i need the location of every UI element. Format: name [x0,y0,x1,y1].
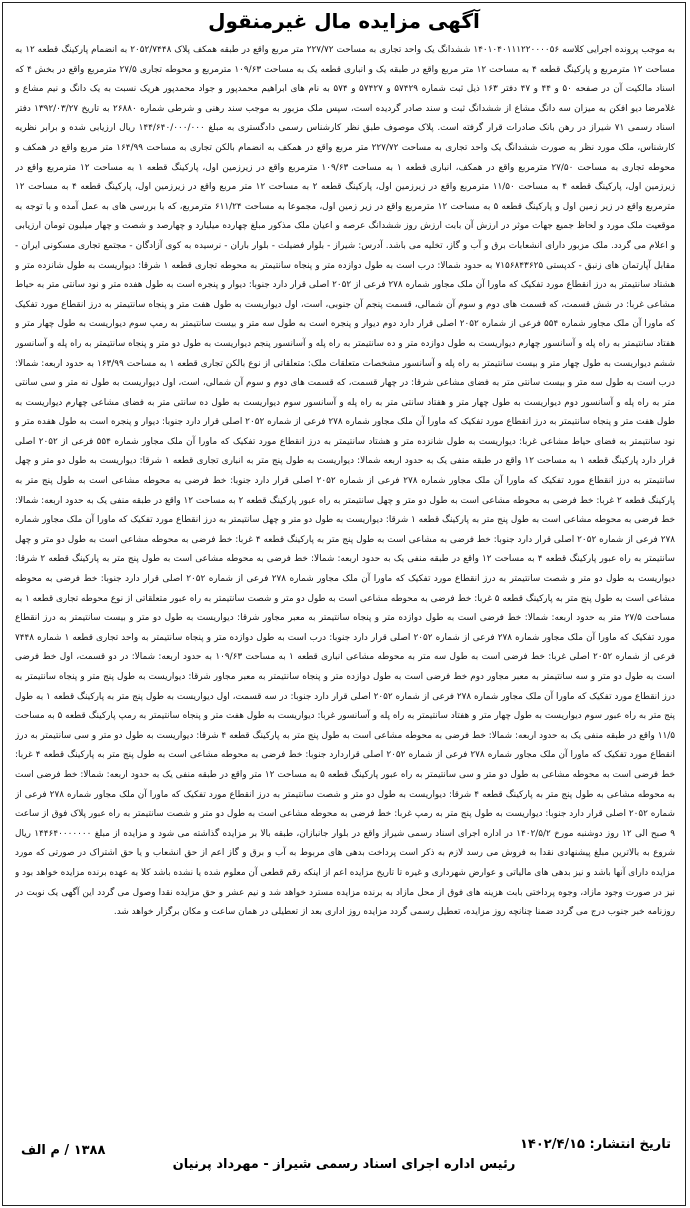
notice-body: به موجب پرونده اجرایی کلاسه ۱۴۰۱۰۴۰۱۱۱۲۲۰۰۰۰۵۶ ششدانگ یک واحد تجاری به مساحت ۲۲۷/۷۲ متر مربع واقع در طبقه همکف پلاک ۲۰۵۲/۷۴۴۸ به انضمام پارکینگ قطعه ۱۲ به مساحت ۱۲ مترمربع و پارکینگ قطعه ۴ به مساحت ۱۲ متر مربع واقع در طبقه یک و انباری قطعه یک به مساحت ۱۰۹/۶۳ مترمربع و محوطه تجاری ۲۷/۵ مترمربع واقع در بخش ۴ که اسناد مالکیت آن در صفحه ۵۰ و ۴۴ و ۴۷ دفتر ۱۶۳ ذیل ثبت شماره ۵۷۴۲۹ و ۵۷۴۲۷ و ۵۷۴ به نام های ابراهیم محمدپور و جواد محمدپور هریک نسبت به یک دانگ و نیم مشاع و غلامرضا دیو افکن به میزان سه دانگ مشاع از ششدانگ ثبت و سند صادر گردیده است، سپس ملک مزبور به موجب سند رهنی و شرطی شماره ۲۶۸۸۰ به تاریخ ۱۳۹۲/۰۳/۲۷ دفتر اسناد رسمی ۷۱ شیراز در رهن بانک صادرات قرار گرفته است. پلاک موصوف طبق نظر کارشناس رسمی دادگستری به مبلغ ۱۴۴/۶۴۰/۰۰۰/۰۰۰ ریال ارزیابی شده و برابر نظریه کارشناس، ملک مورد نظر به صورت ششدانگ یک واحد تجاری به مساحت ۲۲۷/۷۲ متر مربع واقع در همکف به انضمام بالکن تجاری به مساحت ۱۶۴/۹۹ متر مربع واقع در همکف و محوطه تجاری به مساحت ۲۷/۵۰ مترمربع واقع در همکف، انباری قطعه ۱ به مساحت ۱۰۹/۶۳ مترمربع واقع در زیرزمین اول، پارکینگ قطعه ۱ به مساحت ۱۲ مترمربع واقع در زیرزمین اول، پارکینگ قطعه ۴ به مساحت ۱۱/۵۰ مترمربع واقع در زیرزمین اول، پارکینگ قطعه ۲ به مساحت ۱۲ متر مربع واقع در زیرزمین اول، پارکینگ قطعه ۴ به مساحت ۱۲ مترمربع واقع در زیر زمین اول و پارکینگ قطعه ۵ به مساحت ۱۲ مترمربع واقع در زیر زمین اول، مجموعا به مساحت ۶۱۱/۲۴ مترمربع، که با بررسی های به عمل آمده و با توجه به موقعیت ملک مورد و لحاظ جمیع جهات موثر در ارزش آن بابت ارزش روز ششدانگ عرصه و اعیان ملک مذکور مبلغ چهارده میلیارد و چهارصد و شصت و چهار میلیون تومان ارزیابی و اعلام می گردد. ملک مزبور دارای انشعابات برق و آب و گاز، تخلیه می باشد. آدرس: شیراز - بلوار فضیلت - بلوار باران - نرسیده به کوی آزادگان - مجتمع تجاری مسکونی ایران - مقابل آپارتمان های زنبق - کدپستی ۷۱۵۶۸۴۳۶۲۵ به حدود شمالا: درب است به طول دوازده متر و پنجاه سانتیمتر به محوطه تجاری قطعه ۱ شرقا: دیواریست به طول شانزده متر و هشتاد سانتیمتر به درز انقطاع مورد تفکیک که ماورا آن ملک مجاور شماره ۲۷۸ فرعی از ۲۰۵۲ اصلی قرار دارد جنوبا: دیوار و پنجره است به طول هفده متر و نود سانتی متر به حیاط مشاعی غربا: در شش قسمت، که قسمت های دوم و سوم آن شمالی، قسمت پنجم آن جنوبی، است، اول دیواریست به طول هفت متر و پنجاه سانتیمتر به درز انقطاع مورد تفکیک که ماورا آن ملک مجاور شماره ۵۵۴ فرعی از شماره ۲۰۵۲ اصلی قرار دارد دوم دیوار و پنجره است به طول سه متر و بیست سانتیمتر به رمپ سوم دیواریست به طول چهار متر و هفتاد سانتیمتر به راه پله و آسانسور چهارم دیواریست به طول دوازده متر و ده سانتیمتر به راه پله و آسانسور پنجم دیواریست به طول دو متر و پنجاه سانتیمتر به راه پله و آسانسور ششم دیواریست به طول چهار متر و بیست سانتیمتر به راه پله و آسانسور مشخصات متعلقات ملک: متعلقاتی از نوع بالکن تجاری قطعه ۱ به مساحت ۱۶۳/۹۹ به حدود اربعه: شمالا: درب است به طول سه متر و بیست سانتی متر به فضای مشاعی شرقا: در چهار قسمت، که قسمت های دوم و سوم آن شمالی، است، اول دیواریست به طول نه متر و سی سانتی متر به راه پله و آسانسور دوم دیواریست به طول چهار متر و هفتاد سانتی متر به راه پله و آسانسور سوم دیواریست به طول ده سانتی متر به فضای مشاعی چهارم دیواریست به طول هفت متر و پنجاه سانتیمتر به درز انقطاع مورد تفکیک که ماورا آن ملک مجاور شماره ۲۷۸ فرعی از شماره ۲۰۵۲ اصلی قرار دارد جنوبا: دیوار و پنجره است به طول هفده متر و نود سانتیمتر به فضای حیاط مشاعی غربا: دیواریست به طول شانزده متر و هشتاد سانتیمتر به درز انقطاع مورد تفکیک که ماورا آن ملک مجاور شماره ۵۵۴ فرعی از ۲۰۵۲ اصلی قرار دارد پارکینگ قطعه ۱ به مساحت ۱۲ واقع در طبقه منفی یک به حدود اربعه شمالا: دیواریست به طول پنج متر به انباری تجاری قطعه ۱ شرقا: دیواریست به طول دو متر و چهل سانتیمتر به درز انقطاع مورد تفکیک که ماورا آن ملک مجاور شماره ۲۷۸ فرعی از شماره ۲۰۵۲ اصلی قرار دارد جنوبا: خط فرضی به محوطه مشاعی است به طول پنج متر به پارکینگ قطعه ۲ غربا: خط فرضی به محوطه مشاعی است به طول دو متر و چهل سانتیمتر به راه عبور پارکینگ قطعه ۲ به مساحت ۱۲ واقع در طبقه منفی یک به حدود اربعه: شمالا: خط فرضی به محوطه مشاعی است به طول پنج متر به پارکینگ قطعه ۱ شرقا: دیواریست به طول دو متر و چهل سانتیمتر به درز انقطاع مورد تفکیک که ماورا آن ملک مجاور شماره ۲۷۸ فرعی از شماره ۲۰۵۲ اصلی قرار دارد جنوبا: خط فرضی به مشاعی است به طول پنج متر به پارکینگ قطعه ۴ غربا: خط فرضی به محوطه مشاعی است به طول دو متر و چهل سانتیمتر به راه عبور پارکینگ قطعه ۴ به مساحت ۱۲ واقع در طبقه منفی یک به حدود اربعه: شمالا: خط فرضی به محوطه مشاعی است به طول پنج متر به پارکینگ قطعه ۲ شرقا: دیواریست به طول دو متر و شصت سانتیمتر به درز انقطاع مورد تفکیک که ماورا آن ملک مجاور شماره ۲۷۸ فرعی از شماره ۲۰۵۲ اصلی قرار دارد جنوبا: خط فرضی به محوطه مشاعی است به طول پنج متر به پارکینگ قطعه ۵ غربا: خط فرضی به محوطه مشاعی است به طول دو متر و شصت سانتیمتر به راه عبور متعلقاتی از نوع محوطه تجاری قطعه ۱ به مساحت ۲۷/۵ متر به حدود اربعه: شمالا: خط فرضی است به طول دوازده متر و پنجاه سانتیمتر به معبر مجاور شرقا: دیواریست به طول دو متر و بیست سانتیمتر به درز انقطاع مورد تفکیک که ماورا آن ملک مجاور شماره ۲۷۸ فرعی از شماره ۲۰۵۲ اصلی قرار دارد جنوبا: درب است به طول دوازده متر و پنجاه سانتیمتر به واحد تجاری قطعه ۱ شماره ۷۴۴۸ فرعی از شماره ۲۰۵۲ اصلی غربا: خط فرضی است به طول سه متر به محوطه مشاعی انباری قطعه ۱ به مساحت ۱۰۹/۶۳ به حدود اربعه: شمالا: در دو قسمت، اول خط فرضی است به طول دو متر و سه سانتیمتر به معبر مجاور دوم خط فرضی است به طول دوازده متر و پنجاه سانتیمتر به معبر مجاور شرقا: دیواریست به طول پنج متر و پنجاه سانتیمتر به درز انقطاع مورد تفکیک که ماورا آن ملک مجاور شماره ۲۷۸ فرعی از شماره ۲۰۵۲ اصلی قرار دارد جنوبا: در سه قسمت، اول دیواریست به طول پنج متر به پارکینگ قطعه ۱ به طول پنج متر به راه عبور سوم دیواریست به طول چهار متر و هفتاد سانتیمتر به راه پله و آسانسور غربا: دیواریست به طول هفت متر و پنجاه سانتیمتر به رمپ پارکینگ قطعه ۵ به مساحت ۱۱/۵ واقع در طبقه منفی یک به حدود اربعه: شمالا: خط فرضی به محوطه مشاعی است به طول پنج متر به پارکینگ قطعه ۴ شرقا: دیواریست به طول دو متر و سی سانتیمتر به درز انقطاع مورد تفکیک که ماورا آن ملک مجاور شماره ۲۷۸ فرعی از شماره ۲۰۵۲ اصلی قراردارد جنوبا: خط فرضی به محوطه مشاعی است به طول پنج متر به پارکینگ قطعه ۴ غربا: خط فرضی است به محوطه مشاعی به طول دو متر و سی سانتیمتر به راه عبور پارکینگ قطعه ۵ به مساحت ۱۲ متر واقع در طبقه منفی یک به حدود اربعه: شمالا: خط فرضی است به محوطه مشاعی به طول پنج متر به پارکینگ قطعه ۴ شرقا: دیواریست به طول دو متر و شصت سانتیمتر به درز انقطاع مورد تفکیک که ماورا آن ملک مجاور شماره ۲۷۸ فرعی از شماره ۲۰۵۲ اصلی قرار دارد جنوبا: دیواریست به طول پنج متر به رمپ غربا: خط فرضی به محوطه مشاعی است به طول دو متر و شصت سانتیمتر به راه عبور پلاک فوق از ساعت ۹ صبح الی ۱۲ روز دوشنبه مورخ ۱۴۰۲/۵/۲ در اداره اجرای اسناد رسمی شیراز واقع در بلوار جانبازان، طبقه بالا بر مزایده گذاشته می شود و مزایده از مبلغ ۱۴۴۶۴۰۰۰۰۰۰۰ ریال شروع به بالاترین مبلغ پیشنهادی نقدا به فروش می رسد لازم به ذکر است پرداخت بدهی های مربوط به آب و برق و گاز اعم از حق انشعاب و یا حق اشتراک در صورتی که مورد مزایده دارای آنها باشد و نیز بدهی های مالیاتی و عوارض شهرداری و غیره تا تاریخ مزایده اعم از اینکه رقم قطعی آن معلوم شده یا نشده باشد کلا به عهده برنده مزایده خواهد بود و نیز در صورت وجود مازاد، وجوه پرداختی بابت هزینه های فوق از محل مازاد به برنده مزایده مسترد خواهد شد و نیم عشر و حق مزایده نقدا وصول می گردد این آگهی یک نوبت در روزنامه خبر جنوب درج می گردد ضمنا چنانچه روز مزایده، تعطیل رسمی گردد مزایده روز اداری بعد از تعطیلی در همان ساعت و مکان برگزار خواهد شد. [15,45,675,918]
notice-frame [2,2,686,1206]
reference-number: ۱۳۸۸ / م الف [21,1143,106,1158]
notice-footer [17,1127,671,1187]
notice-title: آگهی مزایده مال غیرمنقول [208,9,480,33]
signature-line: رئیس اداره اجرای اسناد رسمی شیراز - مهرداد پرنیان [172,1157,516,1172]
publication-date: تاریخ انتشار: ۱۴۰۲/۴/۱۵ [519,1137,671,1152]
